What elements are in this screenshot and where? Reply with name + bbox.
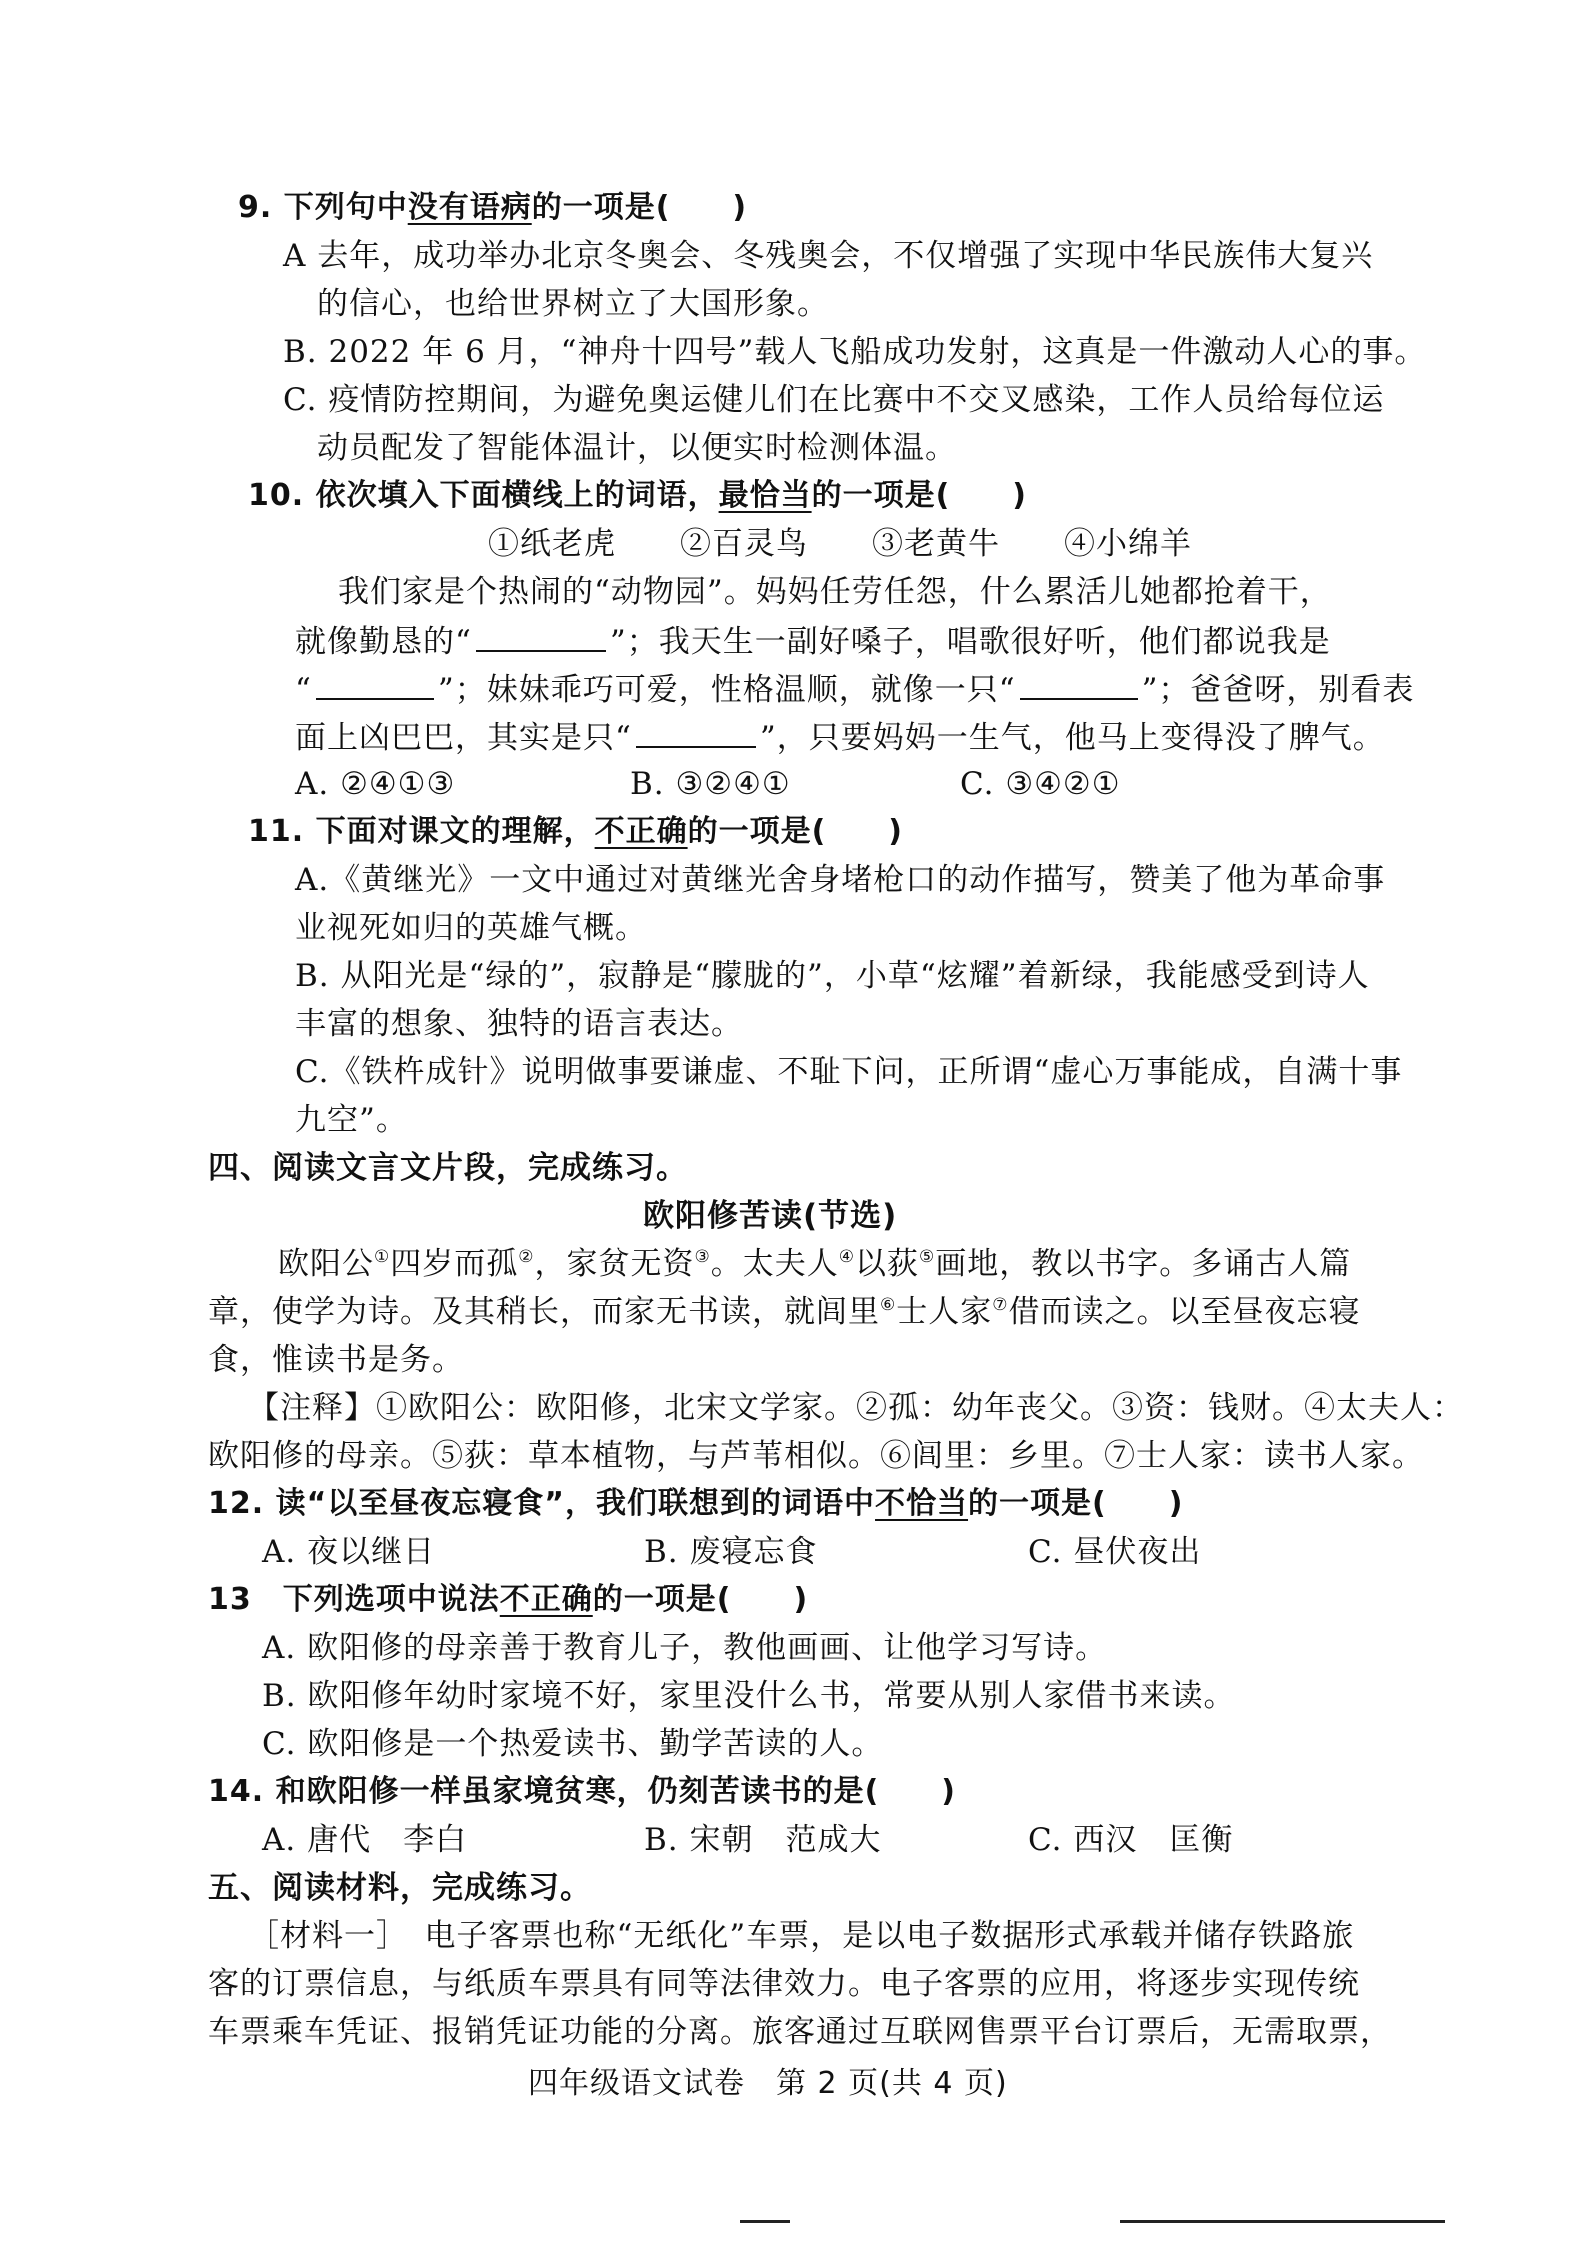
q11-stem-post: 的一项是( ) <box>687 814 904 849</box>
passage-text: 四岁而孤 <box>390 1246 519 1282</box>
q10-passage-line2 <box>295 620 1331 662</box>
q10-passage-text: ”，只要妈妈一生气，他马上变得没了脾气。 <box>759 720 1385 756</box>
q14-stem: 14. 和欧阳修一样虽家境贫寒，仍刻苦读书的是( ) <box>208 1774 957 1809</box>
passage-text: ，家贫无资 <box>534 1246 695 1282</box>
material1-line1: ［材料一］ 电子客票也称“无纸化”车票，是以电子数据形式承载并储存铁路旅 <box>248 1918 1355 1954</box>
q9-option-b: B. 2022 年 6 月，“神舟十四号”载人飞船成功发射，这真是一件激动人心的事。 <box>283 334 1427 370</box>
q14-option-c[interactable]: C. 西汉 匡衡 <box>1028 1822 1234 1858</box>
q10-passage-line3 <box>295 668 1414 710</box>
q10-passage-text: ”；妹妹乖巧可爱，性格温顺，就像一只“ <box>437 672 1016 708</box>
annotation-line1: 【注释】①欧阳公：欧阳修，北宋文学家。②孤：幼年丧父。③资：钱财。④太夫人： <box>248 1390 1464 1426</box>
q9-option-a-line1: A 去年，成功举办北京冬奥会、冬残奥会，不仅增强了实现中华民族伟大复兴 <box>283 238 1374 274</box>
q10-stem <box>248 476 1027 516</box>
q10-option-c[interactable]: C. ③④②① <box>960 766 1121 802</box>
q9-stem-post: 的一项是( ) <box>531 190 748 225</box>
footnote-mark: ⑦ <box>992 1295 1009 1315</box>
section4-heading: 四、阅读文言文片段，完成练习。 <box>208 1150 688 1186</box>
q10-stem-pre: 10. 依次填入下面横线上的词语， <box>248 478 719 513</box>
q11-option-c-line1: C.《铁杵成针》说明做事要谦虚、不耻下问，正所谓“虚心万事能成，自满十事 <box>295 1054 1403 1090</box>
passage-line3: 食，惟读书是务。 <box>208 1342 464 1378</box>
q9-stem-pre: 9. 下列句中 <box>238 190 408 225</box>
q9-option-c-line1: C. 疫情防控期间，为避免奥运健儿们在比赛中不交叉感染，工作人员给每位运 <box>283 382 1385 418</box>
annotation-line2: 欧阳修的母亲。⑤荻：草本植物，与芦苇相似。⑥闾里：乡里。⑦士人家：读书人家。 <box>208 1438 1424 1474</box>
answer-blank-2[interactable] <box>316 668 434 700</box>
q11-option-b-line2: 丰富的想象、独特的语言表达。 <box>295 1006 743 1042</box>
q13-option-a: A. 欧阳修的母亲善于教育儿子，教他画画、让他学习写诗。 <box>262 1630 1108 1666</box>
q10-word-choices: ①纸老虎 ②百灵鸟 ③老黄牛 ④小绵羊 <box>488 526 1192 562</box>
q11-stem <box>248 812 903 852</box>
q11-option-a-line2: 业视死如归的英雄气概。 <box>295 910 647 946</box>
passage-text: 借而读之。以至昼夜忘寝 <box>1008 1294 1361 1330</box>
q10-passage-text: 就像勤恳的“ <box>295 624 472 660</box>
page-footer: 四年级语文试卷 第 2 页(共 4 页) <box>528 2066 1008 2101</box>
q11-option-a-line1: A.《黄继光》一文中通过对黄继光舍身堵枪口的动作描写，赞美了他为革命事 <box>295 862 1386 898</box>
q9-option-c-line2: 动员配发了智能体温计，以便实时检测体温。 <box>317 430 957 466</box>
footnote-mark: ④ <box>838 1247 855 1267</box>
footnote-mark: ② <box>518 1247 535 1267</box>
q10-stem-emphasis: 最恰当 <box>718 478 812 513</box>
q13-option-b: B. 欧阳修年幼时家境不好，家里没什么书，常要从别人家借书来读。 <box>262 1678 1236 1714</box>
material1-line3: 车票乘车凭证、报销凭证功能的分离。旅客通过互联网售票平台订票后，无需取票， <box>208 2014 1392 2050</box>
q13-stem-post: 的一项是( ) <box>592 1582 809 1617</box>
scan-edge-mark <box>740 2220 790 2223</box>
footnote-mark: ⑥ <box>880 1295 897 1315</box>
footnote-mark: ① <box>374 1247 391 1267</box>
footnote-mark: ③ <box>694 1247 711 1267</box>
passage-text: 画地，教以书字。多诵古人篇 <box>935 1246 1352 1282</box>
q10-passage-line4 <box>295 716 1385 758</box>
section5-heading: 五、阅读材料，完成练习。 <box>208 1870 592 1906</box>
q12-stem <box>208 1484 1183 1524</box>
q14-option-a[interactable]: A. 唐代 李白 <box>262 1822 468 1858</box>
q12-stem-emphasis: 不恰当 <box>875 1486 969 1521</box>
q13-stem-pre: 13 下列选项中说法 <box>208 1582 500 1617</box>
q11-stem-emphasis: 不正确 <box>594 814 688 849</box>
q12-stem-post: 的一项是( ) <box>968 1486 1184 1521</box>
q11-option-c-line2: 九空”。 <box>295 1102 408 1138</box>
passage-text: 欧阳公 <box>278 1246 374 1282</box>
q10-passage-text: 面上凶巴巴，其实是只“ <box>295 720 632 756</box>
q10-passage-text: ”；我天生一副好嗓子，唱歌很好听，他们都说我是 <box>609 624 1331 660</box>
q10-passage-text: “ <box>295 672 312 708</box>
q11-stem-pre: 11. 下面对课文的理解， <box>248 814 595 849</box>
q9-option-a-line2: 的信心，也给世界树立了大国形象。 <box>317 286 829 322</box>
material1-line2: 客的订票信息，与纸质车票具有同等法律效力。电子客票的应用，将逐步实现传统 <box>208 1966 1360 2002</box>
q9-stem <box>238 188 747 228</box>
q12-stem-pre: 12. 读“以至昼夜忘寝食”，我们联想到的词语中 <box>208 1486 876 1521</box>
passage-text: 士人家 <box>896 1294 993 1330</box>
passage-text: 。太夫人 <box>710 1246 839 1282</box>
answer-blank-1[interactable] <box>476 620 606 652</box>
footnote-mark: ⑤ <box>919 1247 936 1267</box>
q9-stem-emphasis: 没有语病 <box>407 190 532 225</box>
q13-option-c: C. 欧阳修是一个热爱读书、勤学苦读的人。 <box>262 1726 884 1762</box>
q12-option-b[interactable]: B. 废寝忘食 <box>644 1534 818 1570</box>
q14-option-b[interactable]: B. 宋朝 范成大 <box>644 1822 882 1858</box>
q13-stem <box>208 1580 808 1620</box>
q11-option-b-line1: B. 从阳光是“绿的”，寂静是“朦胧的”，小草“炫耀”着新绿，我能感受到诗人 <box>295 958 1370 994</box>
q10-passage-line1: 我们家是个热闹的“动物园”。妈妈任劳任怨，什么累活儿她都抢着干， <box>338 574 1332 610</box>
passage-title: 欧阳修苦读(节选) <box>643 1198 898 1234</box>
q10-passage-text: ”；爸爸呀，别看表 <box>1141 672 1415 708</box>
q12-option-c[interactable]: C. 昼伏夜出 <box>1028 1534 1202 1570</box>
answer-blank-3[interactable] <box>1020 668 1138 700</box>
passage-line2 <box>208 1292 1361 1337</box>
q12-option-a[interactable]: A. 夜以继日 <box>262 1534 436 1570</box>
scan-edge-mark <box>1120 2220 1445 2223</box>
answer-blank-4[interactable] <box>636 716 756 748</box>
passage-line1 <box>278 1244 1351 1289</box>
q10-stem-post: 的一项是( ) <box>811 478 1028 513</box>
passage-text: 以荻 <box>855 1246 919 1282</box>
q10-option-b[interactable]: B. ③②④① <box>630 766 791 802</box>
passage-text: 章，使学为诗。及其稍长，而家无书读，就闾里 <box>208 1294 880 1330</box>
q10-option-a[interactable]: A. ②④①③ <box>295 766 456 802</box>
q13-stem-emphasis: 不正确 <box>499 1582 593 1617</box>
